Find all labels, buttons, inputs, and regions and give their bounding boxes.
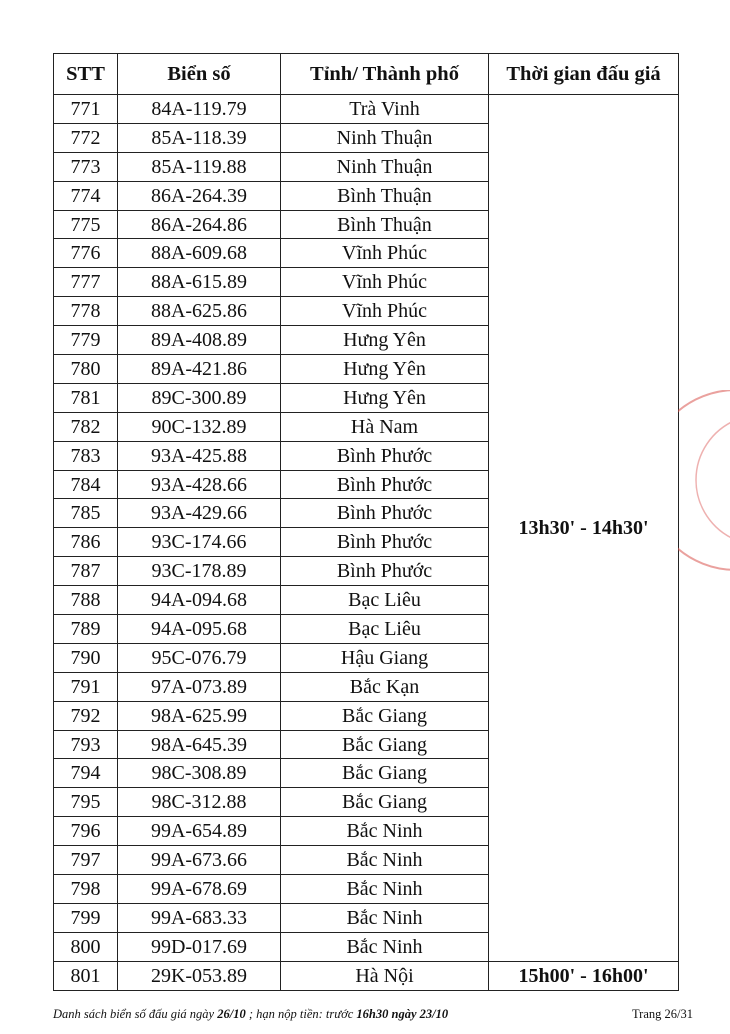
footer-prefix: Danh sách biển số đấu giá ngày bbox=[53, 1007, 218, 1021]
cell-city: Hưng Yên bbox=[281, 355, 489, 384]
page-number: Trang 26/31 bbox=[631, 1007, 693, 1021]
cell-stt: 773 bbox=[54, 152, 118, 181]
cell-plate: 90C-132.89 bbox=[118, 412, 281, 441]
cell-city: Hà Nội bbox=[281, 961, 489, 990]
cell-city: Bình Thuận bbox=[281, 181, 489, 210]
table-row bbox=[54, 95, 679, 124]
cell-plate: 98A-625.99 bbox=[118, 701, 281, 730]
cell-city: Bắc Kạn bbox=[281, 672, 489, 701]
cell-city: Hưng Yên bbox=[281, 326, 489, 355]
cell-stt: 786 bbox=[54, 528, 118, 557]
cell-plate: 29K-053.89 bbox=[118, 961, 281, 990]
cell-plate: 93C-174.66 bbox=[118, 528, 281, 557]
cell-city: Vĩnh Phúc bbox=[281, 297, 489, 326]
cell-city: Hà Nam bbox=[281, 412, 489, 441]
cell-city: Bắc Ninh bbox=[281, 875, 489, 904]
cell-stt: 774 bbox=[54, 181, 118, 210]
cell-stt: 781 bbox=[54, 383, 118, 412]
cell-city: Trà Vinh bbox=[281, 95, 489, 124]
cell-city: Hậu Giang bbox=[281, 643, 489, 672]
cell-stt: 783 bbox=[54, 441, 118, 470]
cell-city: Bạc Liêu bbox=[281, 615, 489, 644]
cell-city: Bắc Giang bbox=[281, 730, 489, 759]
cell-plate: 99A-654.89 bbox=[118, 817, 281, 846]
cell-city: Bình Thuận bbox=[281, 210, 489, 239]
cell-stt: 799 bbox=[54, 903, 118, 932]
cell-city: Ninh Thuận bbox=[281, 123, 489, 152]
cell-plate: 89C-300.89 bbox=[118, 383, 281, 412]
cell-plate: 99D-017.69 bbox=[118, 932, 281, 961]
cell-stt: 785 bbox=[54, 499, 118, 528]
cell-city: Bắc Giang bbox=[281, 788, 489, 817]
stamp-outer-arc bbox=[678, 390, 730, 570]
cell-plate: 89A-408.89 bbox=[118, 326, 281, 355]
cell-stt: 775 bbox=[54, 210, 118, 239]
cell-plate: 93A-429.66 bbox=[118, 499, 281, 528]
cell-plate: 94A-094.68 bbox=[118, 586, 281, 615]
cell-plate: 89A-421.86 bbox=[118, 355, 281, 384]
cell-stt: 794 bbox=[54, 759, 118, 788]
cell-city: Bình Phước bbox=[281, 441, 489, 470]
cell-plate: 85A-118.39 bbox=[118, 123, 281, 152]
cell-stt: 801 bbox=[54, 961, 118, 990]
cell-city: Bình Phước bbox=[281, 557, 489, 586]
cell-plate: 88A-615.89 bbox=[118, 268, 281, 297]
cell-city: Vĩnh Phúc bbox=[281, 239, 489, 268]
cell-plate: 88A-625.86 bbox=[118, 297, 281, 326]
cell-stt: 791 bbox=[54, 672, 118, 701]
cell-stt: 795 bbox=[54, 788, 118, 817]
cell-stt: 797 bbox=[54, 846, 118, 875]
cell-stt: 779 bbox=[54, 326, 118, 355]
cell-city: Bắc Ninh bbox=[281, 903, 489, 932]
cell-auction-time: 13h30' - 14h30' bbox=[489, 95, 679, 962]
cell-city: Bắc Ninh bbox=[281, 817, 489, 846]
cell-stt: 771 bbox=[54, 95, 118, 124]
cell-city: Bắc Ninh bbox=[281, 932, 489, 961]
cell-plate: 93A-425.88 bbox=[118, 441, 281, 470]
cell-plate: 98C-308.89 bbox=[118, 759, 281, 788]
cell-city: Bình Phước bbox=[281, 499, 489, 528]
cell-stt: 777 bbox=[54, 268, 118, 297]
page-footer bbox=[53, 1007, 693, 1022]
cell-plate: 94A-095.68 bbox=[118, 615, 281, 644]
header-stt: STT bbox=[54, 54, 118, 95]
cell-stt: 800 bbox=[54, 932, 118, 961]
cell-plate: 98C-312.88 bbox=[118, 788, 281, 817]
cell-stt: 796 bbox=[54, 817, 118, 846]
header-city: Tỉnh/ Thành phố bbox=[281, 54, 489, 95]
cell-city: Bắc Ninh bbox=[281, 846, 489, 875]
cell-city: Vĩnh Phúc bbox=[281, 268, 489, 297]
cell-city: Hưng Yên bbox=[281, 383, 489, 412]
cell-auction-time: 15h00' - 16h00' bbox=[489, 961, 679, 990]
cell-city: Bình Phước bbox=[281, 528, 489, 557]
header-plate: Biển số bbox=[118, 54, 281, 95]
cell-stt: 787 bbox=[54, 557, 118, 586]
cell-plate: 99A-673.66 bbox=[118, 846, 281, 875]
cell-plate: 84A-119.79 bbox=[118, 95, 281, 124]
cell-plate: 98A-645.39 bbox=[118, 730, 281, 759]
table-row bbox=[54, 961, 679, 990]
cell-city: Bắc Giang bbox=[281, 701, 489, 730]
table-header-row bbox=[54, 54, 679, 95]
footer-middle: ; hạn nộp tiền: trước bbox=[245, 1007, 357, 1021]
cell-plate: 93A-428.66 bbox=[118, 470, 281, 499]
cell-plate: 99A-683.33 bbox=[118, 903, 281, 932]
cell-plate: 86A-264.86 bbox=[118, 210, 281, 239]
cell-plate: 85A-119.88 bbox=[118, 152, 281, 181]
cell-city: Bình Phước bbox=[281, 470, 489, 499]
cell-plate: 88A-609.68 bbox=[118, 239, 281, 268]
cell-plate: 95C-076.79 bbox=[118, 643, 281, 672]
footer-auction-date: 26/10 bbox=[217, 1007, 246, 1021]
cell-stt: 784 bbox=[54, 470, 118, 499]
cell-city: Bắc Giang bbox=[281, 759, 489, 788]
cell-stt: 778 bbox=[54, 297, 118, 326]
cell-stt: 789 bbox=[54, 615, 118, 644]
cell-stt: 782 bbox=[54, 412, 118, 441]
cell-stt: 772 bbox=[54, 123, 118, 152]
header-time: Thời gian đấu giá bbox=[489, 54, 679, 95]
table-body bbox=[54, 95, 679, 991]
cell-stt: 790 bbox=[54, 643, 118, 672]
cell-stt: 798 bbox=[54, 875, 118, 904]
cell-plate: 99A-678.69 bbox=[118, 875, 281, 904]
cell-stt: 780 bbox=[54, 355, 118, 384]
auction-plates-table bbox=[53, 53, 679, 991]
stamp-inner-arc bbox=[696, 420, 730, 540]
cell-plate: 97A-073.89 bbox=[118, 672, 281, 701]
cell-stt: 776 bbox=[54, 239, 118, 268]
cell-stt: 792 bbox=[54, 701, 118, 730]
cell-city: Bạc Liêu bbox=[281, 586, 489, 615]
cell-plate: 93C-178.89 bbox=[118, 557, 281, 586]
red-stamp-edge bbox=[678, 390, 730, 590]
cell-stt: 788 bbox=[54, 586, 118, 615]
cell-plate: 86A-264.39 bbox=[118, 181, 281, 210]
cell-stt: 793 bbox=[54, 730, 118, 759]
footer-deadline: 16h30 ngày 23/10 bbox=[356, 1007, 449, 1021]
cell-city: Ninh Thuận bbox=[281, 152, 489, 181]
